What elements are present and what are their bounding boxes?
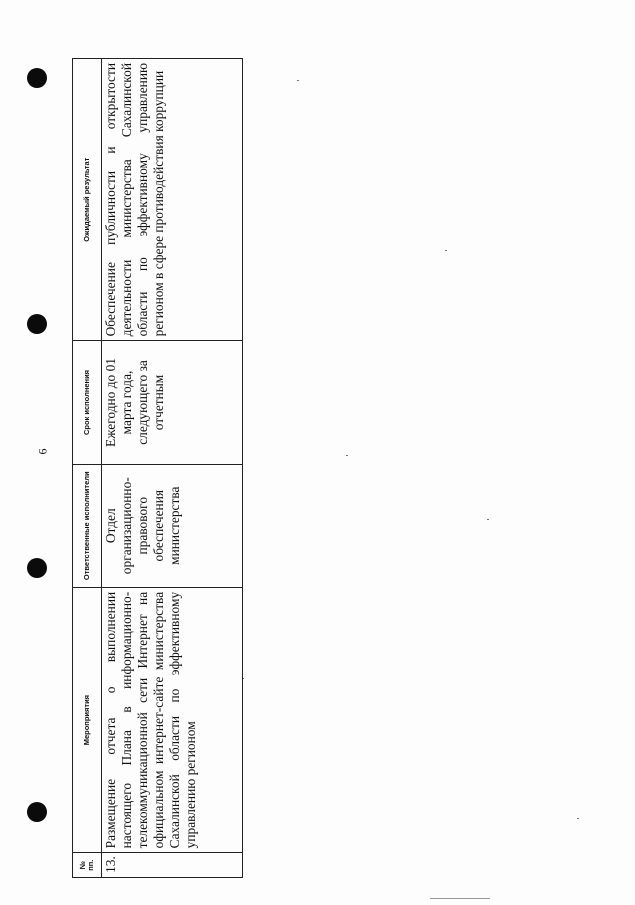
scan-speck <box>297 80 299 81</box>
scan-speck <box>577 818 579 819</box>
header-num: № пп. <box>73 853 102 878</box>
table-row <box>102 59 243 878</box>
binder-hole-3 <box>27 558 47 578</box>
table-header-row <box>73 59 102 878</box>
plan-table <box>72 58 243 878</box>
header-executors: Ответственные исполнители <box>73 464 102 587</box>
scan-speck <box>445 250 447 251</box>
header-activity: Мероприятия <box>73 587 102 853</box>
page-number: 6 <box>35 448 50 455</box>
cell-term: Ежегодно до 01 марта года, следующего за отчетным <box>102 341 243 464</box>
binder-hole-1 <box>27 68 47 88</box>
cell-num: 13. <box>102 853 243 878</box>
cell-executors: Отдел организационно-правового обеспечения министерства <box>102 464 243 587</box>
cell-activity: Размещение отчета о выполнении настоящего Плана в информационно-телекоммуникационной сети Интернет на официальном интернет-сайте министерства Сахалинской области по эффективному управлению регионом <box>102 587 243 853</box>
scan-speck <box>346 455 348 456</box>
binder-hole-4 <box>27 802 47 822</box>
header-result: Ожидаемый результат <box>73 59 102 341</box>
cell-result: Обеспечение публичности и открытости деятельности министерства Сахалинской области по эффективному управлению регионом в сфере противодействия коррупции <box>102 59 243 341</box>
rotated-table-wrapper <box>72 58 243 878</box>
binder-hole-2 <box>27 314 47 334</box>
scan-speck <box>487 519 489 520</box>
scan-speck <box>430 898 490 899</box>
header-term: Срок исполнения <box>73 341 102 464</box>
